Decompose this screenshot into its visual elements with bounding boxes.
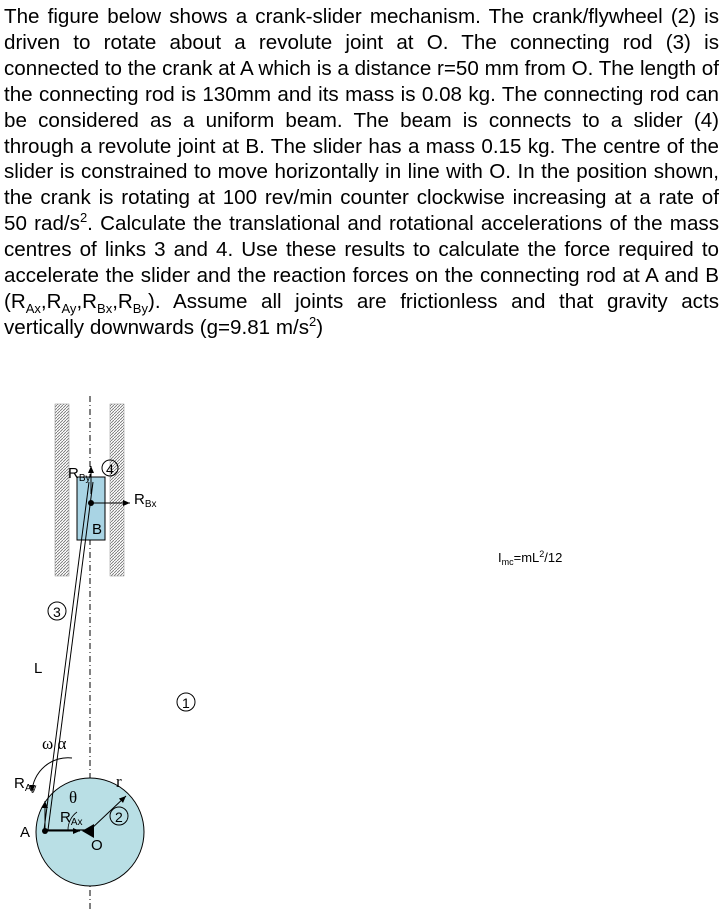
label-rax: $R_{Ax}$ — [60, 809, 83, 828]
label-theta: θ — [69, 788, 78, 807]
superscript-2: 2 — [79, 210, 88, 226]
label-ray: $R_{Ay}$ — [14, 775, 37, 794]
inertia-formula: $I_{mc}=mL^2/12$ — [498, 549, 563, 567]
ground-number: 1 — [182, 695, 190, 711]
problem-statement — [4, 4, 719, 341]
crank-number: 2 — [115, 809, 123, 825]
subscript-by: By — [132, 301, 148, 317]
problem-text-2: . Calculate the translational and rotational accelerations of the mass centres of links 3 and 4. Use these results to calculate the force required to accelerate the slider and the reaction forces on the connecting rod at A and B (R — [4, 212, 719, 313]
label-point-o: O — [91, 837, 103, 854]
rod-number: 3 — [53, 604, 61, 620]
subscript-ay: Ay — [61, 301, 77, 317]
comma-r-1: ,R — [40, 289, 62, 313]
problem-text-1: The figure below shows a crank-slider mechanism. The crank/flywheel (2) is driven to rotate about a revolute joint at O. The connecting rod (3) is connected to the crank at A which is a distance r=50 mm from O. The length of the connecting rod is 130mm and its mass is 0.08 kg. The connecting rod can be considered as a uniform beam. The beam is connects to a slider (4) through a revolute joint at B. The slider has a mass 0.15 kg. The centre of the slider is constrained to move horizontally in line with O. In the position shown, the crank is rotating at 100 rev/min counter clockwise increasing at a rate of 50 rad/s — [4, 5, 719, 236]
subscript-bx: Bx — [97, 301, 113, 317]
label-rbx: $R_{Bx}$ — [134, 491, 157, 510]
superscript-2b: 2 — [309, 314, 317, 330]
label-length: L — [34, 660, 43, 677]
comma-r-3: ,R — [112, 289, 133, 313]
slider-number: 4 — [106, 461, 114, 477]
joint-b-dot — [88, 500, 94, 506]
comma-r-2: ,R — [76, 289, 98, 313]
guide-wall-right — [110, 404, 124, 576]
label-omega-alpha: ω α — [42, 734, 67, 753]
joint-a-dot — [42, 828, 48, 834]
guide-wall-left — [55, 404, 69, 576]
problem-text-3: ). Assume all joints are frictionless and that gravity acts vertically downwards (g=9.81 m/s — [4, 289, 719, 339]
subscript-ax: Ax — [25, 301, 41, 317]
label-rby: $R_{By}$ — [68, 465, 91, 484]
mechanism-diagram — [0, 390, 723, 912]
problem-text-4: ) — [316, 315, 324, 339]
label-point-b: B — [92, 521, 103, 538]
label-radius: r — [116, 772, 122, 791]
mechanism-figure — [0, 390, 723, 912]
label-point-a: A — [20, 824, 31, 841]
